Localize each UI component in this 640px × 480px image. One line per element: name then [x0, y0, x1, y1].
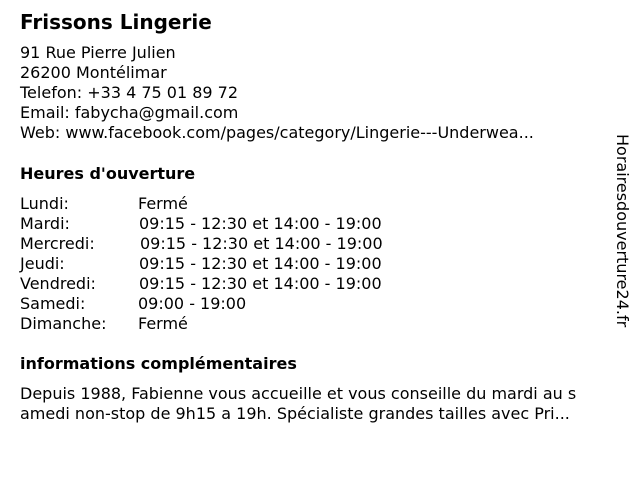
day-hours: 09:15 - 12:30 et 14:00 - 19:00	[139, 274, 382, 293]
day-label: Lundi:	[20, 194, 69, 213]
address-city: 26200 Montélimar	[20, 63, 167, 82]
day-label: Samedi:	[20, 294, 86, 313]
day-label: Mardi:	[20, 214, 70, 233]
site-watermark: Horairesdouverture24.fr	[613, 134, 632, 328]
info-title: informations complémentaires	[20, 354, 297, 373]
phone-number[interactable]: Telefon: +33 4 75 01 89 72	[20, 83, 239, 102]
day-hours: 09:15 - 12:30 et 14:00 - 19:00	[139, 214, 382, 233]
contact-block	[20, 43, 534, 143]
day-label: Jeudi:	[20, 254, 65, 273]
business-description	[20, 384, 620, 424]
address-street: 91 Rue Pierre Julien	[20, 43, 176, 62]
day-label: Dimanche:	[20, 314, 107, 333]
day-hours: Fermé	[138, 194, 188, 213]
day-hours: 09:15 - 12:30 et 14:00 - 19:00	[140, 234, 383, 253]
hours-title: Heures d'ouverture	[20, 164, 196, 183]
email-address[interactable]: Email: fabycha@gmail.com	[20, 103, 239, 122]
day-label: Mercredi:	[20, 234, 95, 253]
day-hours: 09:15 - 12:30 et 14:00 - 19:00	[139, 254, 382, 273]
day-hours: 09:00 - 19:00	[138, 294, 247, 313]
business-name: Frissons Lingerie	[20, 10, 212, 34]
description-line: amedi non-stop de 9h15 a 19h. Spécialiste grandes tailles avec Pri...	[20, 404, 570, 423]
day-hours: Fermé	[138, 314, 188, 333]
description-line: Depuis 1988, Fabienne vous accueille et vous conseille du mardi au s	[20, 384, 577, 403]
day-label: Vendredi:	[20, 274, 96, 293]
website-link[interactable]: Web: www.facebook.com/pages/category/Lingerie---Underwea...	[20, 123, 534, 142]
